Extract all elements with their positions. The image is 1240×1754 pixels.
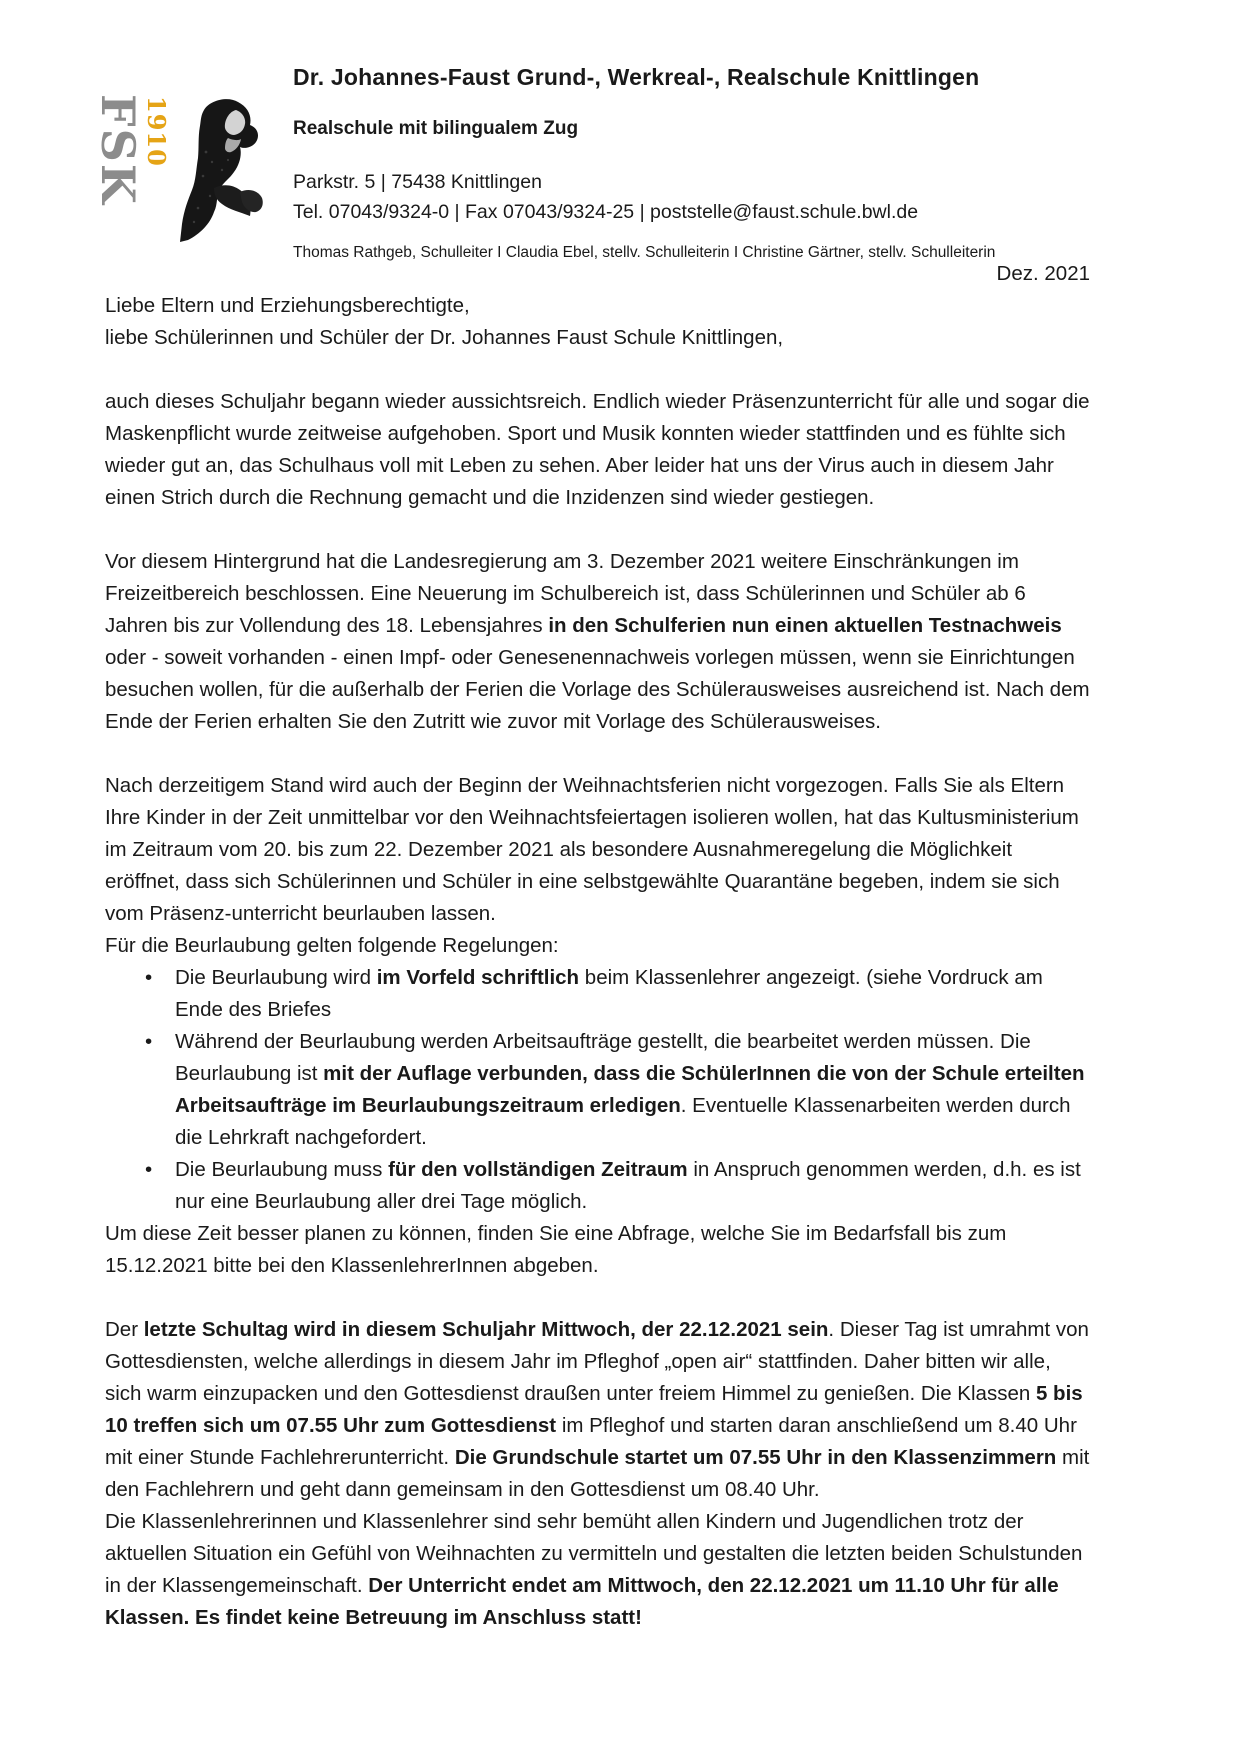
salutation-line-1: Liebe Eltern und Erziehungsberechtigte, <box>105 294 470 317</box>
bullet-text: Während der Beurlaubung werden Arbeitsaufträge gestellt, die bearbeitet werden müssen. Die Beurlaubung ist mit der Auflage verbunden, dass die SchülerInnen die von der Schule erteilten Arbeitsaufträge im Beurlaubungszeitraum erledigen. Eventuelle Klassenarbeiten werden durch die Lehrkraft nachgefordert. <box>175 1030 1085 1149</box>
paragraph-holidays: Nach derzeitigem Stand wird auch der Beginn der Weihnachtsferien nicht vorgezogen. Falls Sie als Eltern Ihre Kinder in der Zeit unmittelbar vor den Weihnachtsfeiertagen isolieren wollen, hat das Kultusministerium im Zeitraum vom 20. bis zum 22. Dezember 2021 als besondere Ausnahmeregelung die Möglichkeit eröffnet, dass sich Schülerinnen und Schüler in eine selbstgewählte Quarantäne begeben, indem sie sich vom Präsenz-unterricht beurlauben lassen. <box>105 774 1079 925</box>
bullet-dot-icon: • <box>145 1030 153 1053</box>
bullet-dot-icon: • <box>145 966 153 989</box>
paragraph-closing: Die Klassenlehrerinnen und Klassenlehrer sind sehr bemüht allen Kindern und Jugendlichen trotz der aktuellen Situation ein Gefühl von Weihnachten zu vermitteln und gestalten die letzten beiden Schulstunden in der Klassengemeinschaft. Der Unterricht endet am Mittwoch, den 22.12.2021 um 11.10 Uhr für alle Klassen. Es findet keine Betreuung im Anschluss statt! <box>105 1510 1083 1629</box>
school-name: Dr. Johannes-Faust Grund-, Werkreal-, Realschule Knittlingen <box>293 64 980 90</box>
paragraph-last-schoolday: Der letzte Schultag wird in diesem Schuljahr Mittwoch, der 22.12.2021 sein. Dieser Tag ist umrahmt von Gottesdiensten, welche allerdings in diesem Jahr im Pfleghof „open air“ stattfinden. Daher bitten wir alle, sich warm einzupacken und den Gottesdienst draußen unter freiem Himmel zu genießen. Die Klassen 5 bis 10 treffen sich um 07.55 Uhr zum Gottesdienst im Pfleghof und starten daran anschließend um 8.40 Uhr mit einer Stunde Fachlehrerunterricht. Die Grundschule startet um 07.55 Uhr in den Klassenzimmern mit den Fachlehrern und geht dann gemeinsam in den Gottesdienst um 08.40 Uhr. <box>105 1318 1090 1501</box>
paragraph-survey: Um diese Zeit besser planen zu können, finden Sie eine Abfrage, welche Sie im Bedarfsfall bis zum 15.12.2021 bitte bei den KlassenlehrerInnen abgeben. <box>105 1222 1007 1277</box>
paragraph-intro: auch dieses Schuljahr begann wieder aussichtsreich. Endlich wieder Präsenzunterricht für alle und sogar die Maskenpflicht wurde zeitweise aufgehoben. Sport und Musik konnten wieder stattfinden und es fühlte sich wieder gut an, das Schulhaus voll mit Leben zu sehen. Aber leider hat uns der Virus auch in diesem Jahr einen Strich durch die Rechnung gemacht und die Inzidenzen sind wieder gestiegen. <box>105 390 1090 509</box>
salutation-line-2: liebe Schülerinnen und Schüler der Dr. Johannes Faust Schule Knittlingen, <box>105 326 784 349</box>
bullet-text: Die Beurlaubung muss für den vollständigen Zeitraum in Anspruch genommen werden, d.h. es ist nur eine Beurlaubung aller drei Tage möglich. <box>175 1158 1081 1213</box>
contact-line: Tel. 07043/9324-0 | Fax 07043/9324-25 | poststelle@faust.schule.bwl.de <box>293 201 919 223</box>
fsk-monogram: FSK <box>91 94 145 206</box>
paragraph-regulations: Vor diesem Hintergrund hat die Landesregierung am 3. Dezember 2021 weitere Einschränkungen im Freizeitbereich beschlossen. Eine Neuerung im Schulbereich ist, dass Schülerinnen und Schüler ab 6 Jahren bis zur Vollendung des 18. Lebensjahres in den Schulferien nun einen aktuellen Testnachweis oder - soweit vorhanden - einen Impf- oder Genesenennachweis vorlegen müssen, wenn sie Einrichtungen besuchen wollen, für die außerhalb der Ferien die Vorlage des Schülerausweises ausreichend ist. Nach dem Ende der Ferien erhalten Sie den Zutritt wie zuvor mit Vorlage des Schülerausweises. <box>105 550 1090 733</box>
staff-line: Thomas Rathgeb, Schulleiter I Claudia Ebel, stellv. Schulleiterin I Christine Gärtner, stellv. Schulleiterin <box>293 244 996 261</box>
letter-body <box>105 258 1090 1634</box>
letterhead-text <box>293 60 995 262</box>
spacer <box>105 354 1090 386</box>
bullet-item <box>105 1154 1090 1218</box>
address-line: Parkstr. 5 | 75438 Knittlingen <box>293 171 542 193</box>
faust-figure-illustration <box>170 92 266 247</box>
bullet-item <box>105 1026 1090 1154</box>
date-line: Dez. 2021 <box>996 262 1090 285</box>
bullet-dot-icon: • <box>145 1158 153 1181</box>
paragraph-rules-intro: Für die Beurlaubung gelten folgende Regelungen: <box>105 934 559 957</box>
logo-founding-year: 1910 <box>142 96 171 167</box>
letterhead <box>91 60 1090 262</box>
rules-bullet-list <box>105 962 1090 1218</box>
school-subtitle: Realschule mit bilingualem Zug <box>293 118 579 139</box>
bullet-text: Die Beurlaubung wird im Vorfeld schriftlich beim Klassenlehrer angezeigt. (siehe Vordruck am Ende des Briefes <box>175 966 1043 1021</box>
school-logo <box>91 92 263 244</box>
bullet-item <box>105 962 1090 1026</box>
